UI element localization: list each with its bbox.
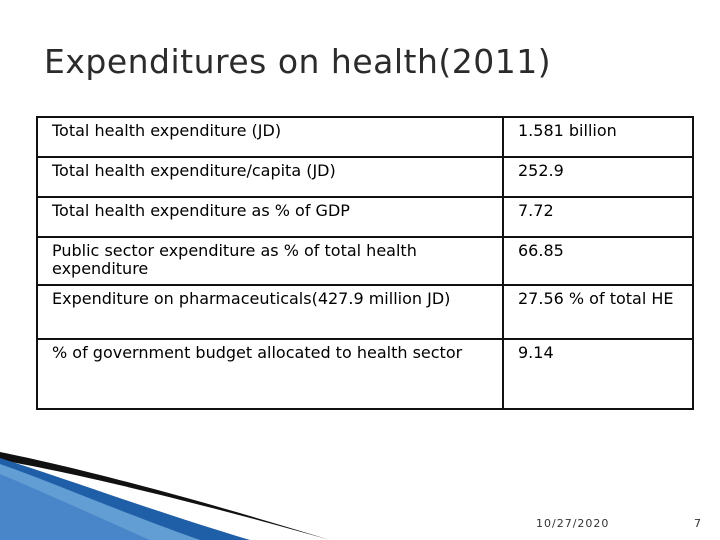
row-label: Total health expenditure as % of GDP (37, 197, 503, 237)
row-label: Public sector expenditure as % of total health expenditure (37, 237, 503, 285)
table-row (37, 285, 693, 339)
table-row (37, 117, 693, 157)
slide-title: Expenditures on health(2011) (44, 42, 552, 81)
row-label: Expenditure on pharmaceuticals(427.9 million JD) (37, 285, 503, 339)
footer-date: 10/27/2020 (536, 517, 610, 530)
row-value: 1.581 billion (503, 117, 693, 157)
row-label: Total health expenditure/capita (JD) (37, 157, 503, 197)
decorative-swoosh-icon (0, 440, 330, 540)
row-value: 66.85 (503, 237, 693, 285)
row-value: 7.72 (503, 197, 693, 237)
health-expenditure-table (36, 116, 694, 410)
table-row (37, 339, 693, 409)
row-label: % of government budget allocated to health sector (37, 339, 503, 409)
table-row (37, 197, 693, 237)
row-label: Total health expenditure (JD) (37, 117, 503, 157)
page-number: 7 (694, 517, 701, 530)
table-row (37, 157, 693, 197)
row-value: 9.14 (503, 339, 693, 409)
table-row (37, 237, 693, 285)
row-value: 27.56 % of total HE (503, 285, 693, 339)
row-value: 252.9 (503, 157, 693, 197)
